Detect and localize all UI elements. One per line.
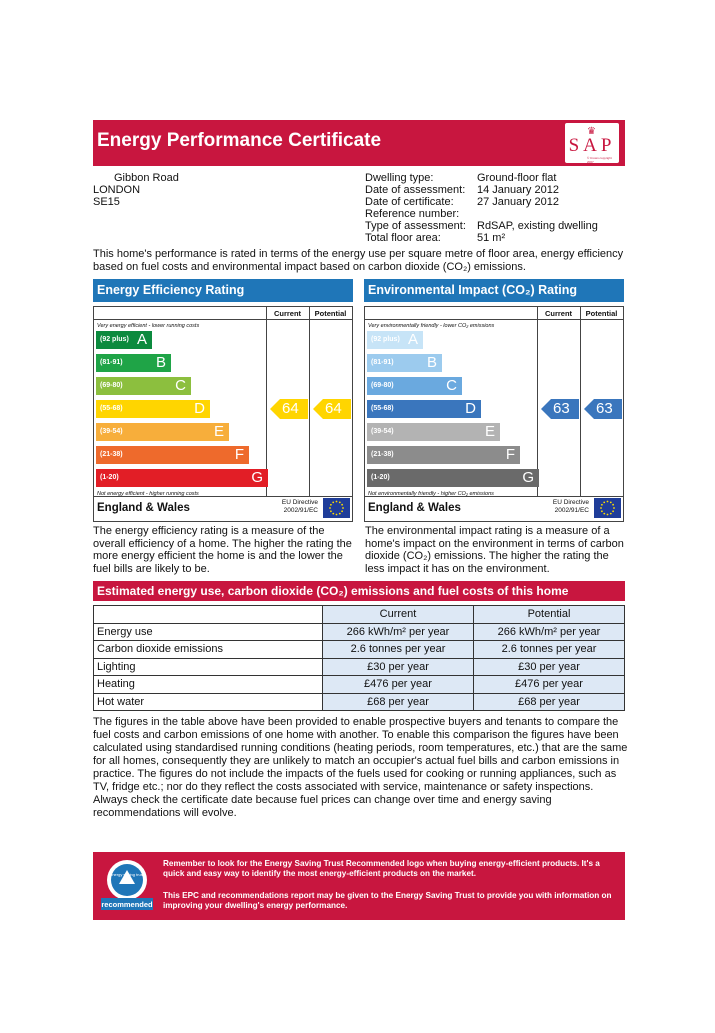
environment-description: The environmental impact rating is a measure of a home's impact on the environment in terms of carbon dioxide (CO₂) emissions. The higher the rating the less impact it has on the environment. [365,525,624,575]
crown-icon: ♛ [587,126,596,137]
col-current: Current [323,606,474,624]
region-label: England & Wales [368,502,461,514]
sap-logo: ♛ SAP © Crown copyright 2007 [565,123,619,163]
rating-band-e: (39-54) E [367,423,500,441]
table-row: Energy use 266 kWh/m² per year 266 kWh/m² per year [94,623,625,641]
environment-chart [364,306,624,522]
band-letter: G [251,469,263,486]
band-letter: B [426,354,437,371]
rating-band-d: (55-68) D [96,400,210,418]
rating-band-f: (21-38) F [96,446,249,464]
rating-band-a: (92 plus) A [96,331,152,349]
page-title: Energy Performance Certificate [97,130,382,151]
band-letter: B [155,354,166,371]
rating-band-c: (69-80) C [96,377,191,395]
band-letter: A [407,331,418,348]
band-letter: A [136,331,147,348]
footer-text-1: Remember to look for the Energy Saving Trust Recommended logo when buying energy-efficient products. It's a quick and easy way to identify the most energy-efficient products on the market. [163,859,600,878]
table-row: Carbon dioxide emissions 2.6 tonnes per year 2.6 tonnes per year [94,641,625,659]
region-label: England & Wales [97,502,190,514]
dwelling-details [365,172,598,244]
band-letter: D [194,400,205,417]
efficiency-description: The energy efficiency rating is a measure of the overall efficiency of a home. The higher the rating the more energy efficient the home is and the lower the fuel bills are likely to be. [93,525,352,575]
energy-saving-trust-logo: energy saving trust recommended [99,858,155,914]
efficiency-current-arrow: 64 [270,399,308,419]
dwelling-row: Reference number: [365,208,460,220]
table-row: Hot water £68 per year £68 per year [94,693,625,711]
efficiency-potential-header: Potential [314,309,347,318]
band-letter: E [213,423,224,440]
band-letter: C [446,377,457,394]
efficiency-footer [93,496,353,522]
dwelling-row: Type of assessment: RdSAP, existing dwelling [365,220,598,232]
eu-flag-icon [594,498,621,518]
environment-current-arrow: 63 [541,399,579,419]
environment-title: Environmental Impact (CO₂) Rating [364,279,624,302]
band-letter: G [522,469,534,486]
dwelling-row: Dwelling type: Ground-floor flat [365,172,557,184]
efficiency-potential-arrow: 64 [313,399,351,419]
col-potential: Potential [474,606,625,624]
eu-directive-text: EU Directive 2002/91/EC [552,499,589,514]
table-row: Heating £476 per year £476 per year [94,676,625,694]
band-letter: F [505,446,515,463]
efficiency-current-header: Current [273,309,302,318]
eu-flag-icon [323,498,350,518]
property-address: Gibbon Road LONDON SE15 [93,172,179,208]
rating-band-d: (55-68) D [367,400,481,418]
dwelling-row: Total floor area: 51 m² [365,232,506,244]
estimated-costs-table [93,605,625,711]
efficiency-chart [93,306,353,522]
environment-top-note: Very environmentally friendly - lower CO₂ emissions [368,323,495,329]
efficiency-top-note: Very energy efficient - lower running costs [97,323,200,329]
dwelling-row: Date of assessment: 14 January 2012 [365,184,559,196]
band-letter: E [484,423,495,440]
eu-directive-text: EU Directive 2002/91/EC [281,499,318,514]
rating-band-f: (21-38) F [367,446,520,464]
environmental-impact-panel [364,279,624,522]
environment-current-header: Current [544,309,573,318]
rating-band-b: (81-91) B [367,354,442,372]
figures-explanation: The figures in the table above have been provided to enable prospective buyers and tenants to compare the fuel costs and carbon emissions of one home with another. To enable this comparison the figures have been calculated using standardised running conditions (heating periods, room temperatures, etc.) that are the same for all homes, consequently they are unlikely to match an occupier's actual fuel bills and carbon emissions in practice. The figures do not include the impacts of the fuels used for cooking or running appliances, such as TV, fridge etc.; nor do they reflect the costs associated with service, maintenance or safety inspections. Always check the certificate date because fuel prices can change over time and energy saving recommendations will evolve. [93,716,628,819]
energy-efficiency-panel [93,279,353,522]
efficiency-bottom-note: Not energy efficient - higher running costs [97,491,199,497]
footer-text-2: This EPC and recommendations report may be given to the Energy Saving Trust to provide you with information on improving your dwelling's energy performance. [163,891,612,910]
efficiency-title: Energy Efficiency Rating [93,279,353,302]
dwelling-row: Date of certificate: 27 January 2012 [365,196,559,208]
environment-potential-arrow: 63 [584,399,622,419]
estimated-section-title: Estimated energy use, carbon dioxide (CO₂) emissions and fuel costs of this home [93,581,625,601]
band-letter: C [175,377,186,394]
rating-band-a: (92 plus) A [367,331,423,349]
rating-band-e: (39-54) E [96,423,229,441]
rating-band-g: (1-20) G [96,469,268,487]
rating-band-c: (69-80) C [367,377,462,395]
band-letter: D [465,400,476,417]
energy-saving-trust-banner [93,852,625,920]
environment-footer [364,496,624,522]
band-letter: F [234,446,244,463]
intro-text: This home's performance is rated in terms of the energy use per square metre of floor area, energy efficiency based on fuel costs and environmental impact based on carbon dioxide (CO₂) emissions. [93,248,624,273]
environment-bottom-note: Not environmentally friendly - higher CO₂ emissions [368,491,494,497]
environment-potential-header: Potential [585,309,618,318]
rating-band-g: (1-20) G [367,469,539,487]
table-row: Lighting £30 per year £30 per year [94,658,625,676]
rating-band-b: (81-91) B [96,354,171,372]
certificate-header [93,120,625,166]
